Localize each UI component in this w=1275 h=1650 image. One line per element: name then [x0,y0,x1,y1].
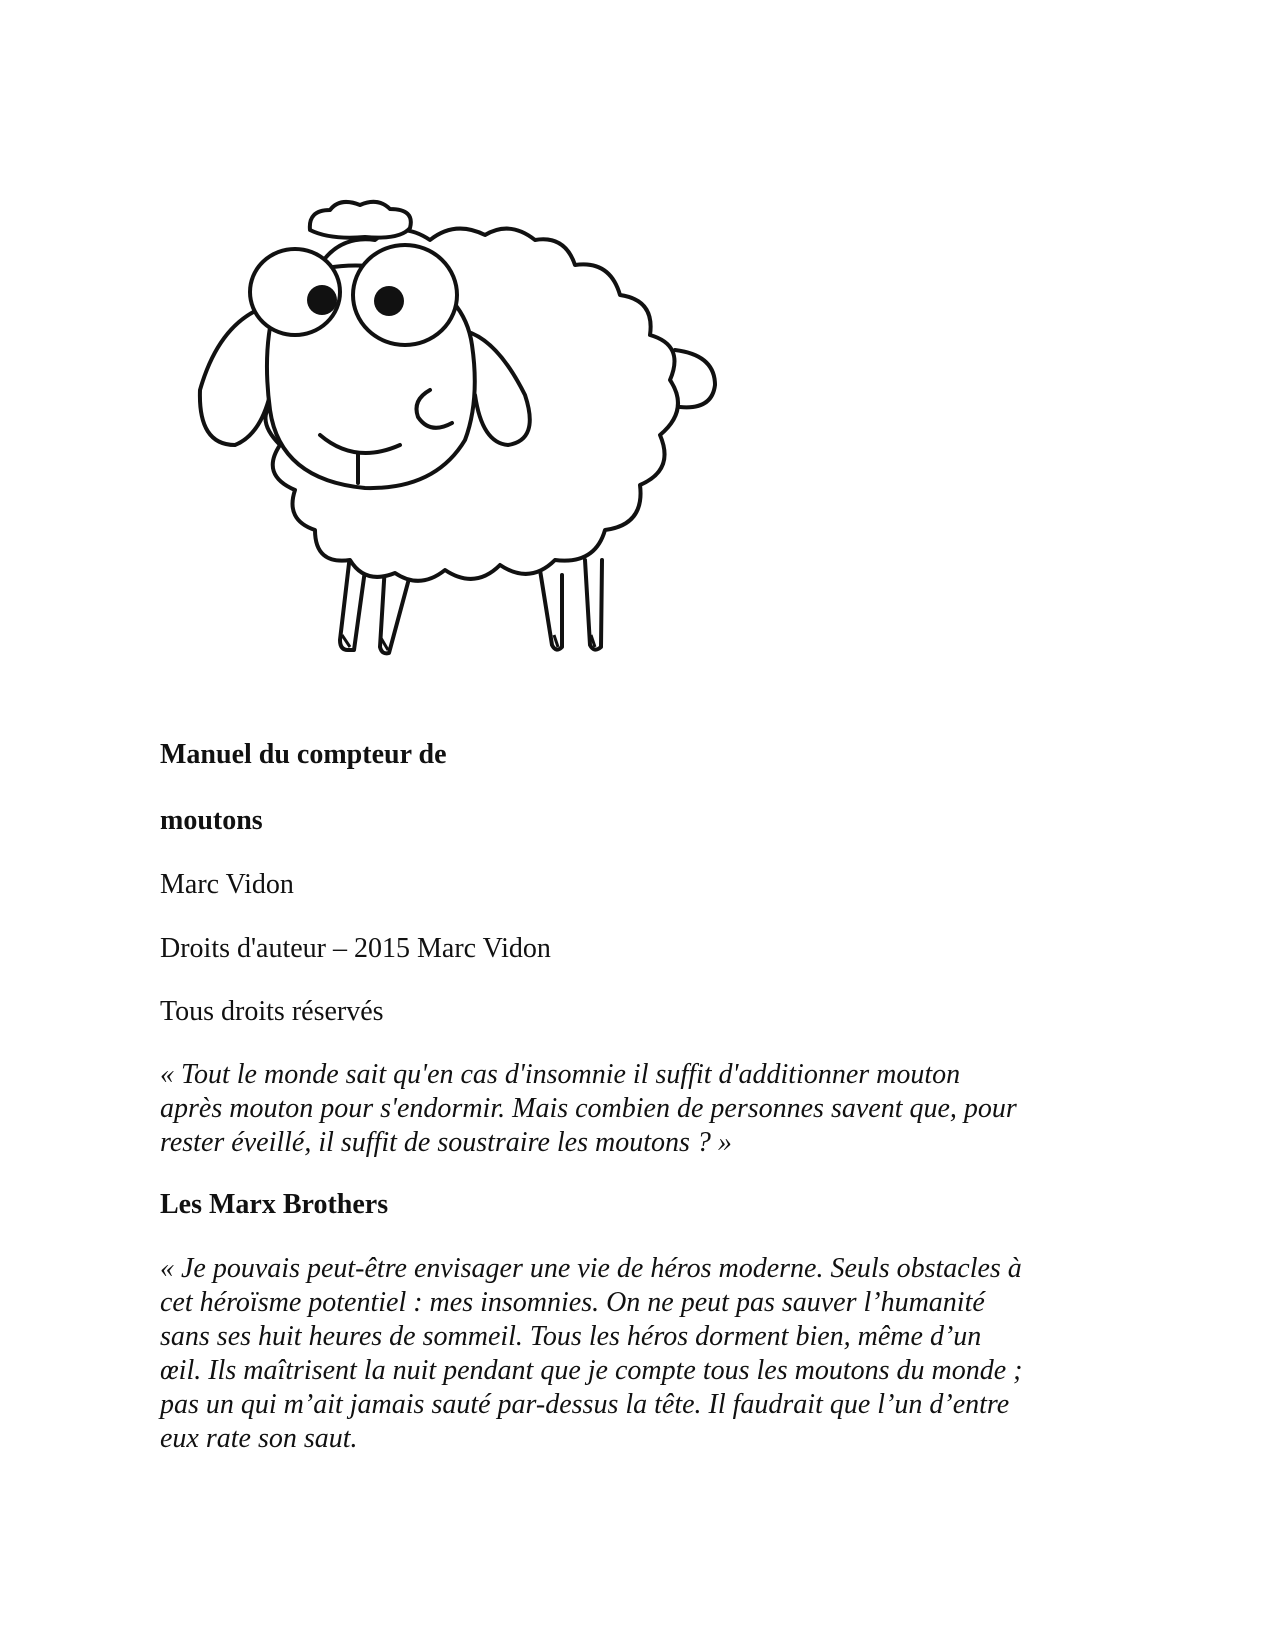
quote-attribution: Les Marx Brothers [160,1189,389,1220]
quote-line: pas un qui m’ait jamais sauté par-dessus la tête. Il faudrait que l’un d’entre [160,1389,1010,1420]
title-line-1: Manuel du compteur de [160,739,447,770]
quote-line: après mouton pour s'endormir. Mais combien de personnes savent que, pour [160,1093,1017,1124]
author-name: Marc Vidon [160,869,294,900]
quote-line: eux rate son saut. [160,1423,358,1454]
copyright-notice: Droits d'auteur – 2015 Marc Vidon [160,933,551,964]
quote-line: rester éveillé, il suffit de soustraire les moutons ? » [160,1127,732,1158]
document-body [160,738,1120,1456]
sheep-icon [190,195,760,690]
quote-line: cet héroïsme potentiel : mes insomnies. On ne peut pas sauver l’humanité [160,1287,985,1318]
quote-hero [160,1252,1120,1456]
quote-line: « Tout le monde sait qu'en cas d'insomnie il suffit d'additionner mouton [160,1059,961,1090]
title-line-2: moutons [160,805,263,836]
quote-line: « Je pouvais peut-être envisager une vie de héros moderne. Seuls obstacles à [160,1253,1022,1284]
rights-notice: Tous droits réservés [160,996,384,1027]
quote-line: œil. Ils maîtrisent la nuit pendant que je compte tous les moutons du monde ; [160,1355,1023,1386]
quote-marx-brothers [160,1058,1120,1160]
quote-line: sans ses huit heures de sommeil. Tous les héros dorment bien, même d’un [160,1321,982,1352]
